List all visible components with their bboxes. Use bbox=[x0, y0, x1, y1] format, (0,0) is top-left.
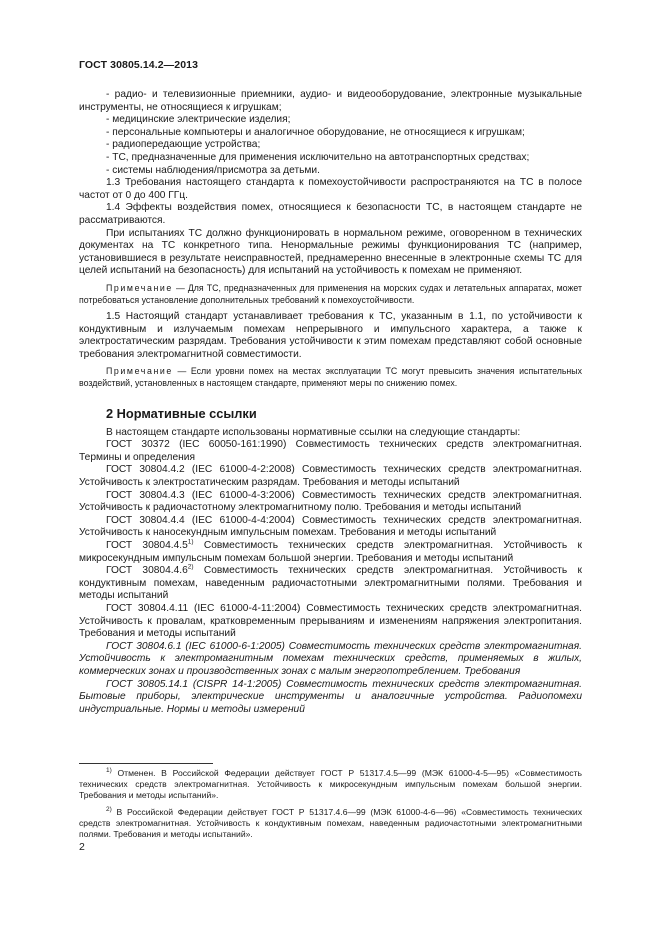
footnote-mark: 1) bbox=[106, 767, 112, 775]
list-item: - радио- и телевизионные приемники, аудио- и видеооборудование, электронные музыкальные инструменты, не относящиеся к игрушкам; bbox=[79, 89, 582, 113]
footnote-mark: 2) bbox=[106, 805, 112, 813]
reference-item: ГОСТ 30804.4.11 (IEC 61000-4-11:2004) Совместимость технических средств электромагнитная. Устойчивость к провалам, кратковременным прерываниям и изменениям напряжения электропитания. Требования и методы испытаний bbox=[79, 602, 582, 640]
note-label: Примечание bbox=[106, 366, 173, 377]
reference-item: ГОСТ 30804.4.3 (IEC 61000-4-3:2006) Совместимость технических средств электромагнитная. Устойчивость к радиочастотному электромагнитному полю. Требования и методы испытаний bbox=[79, 489, 582, 514]
note-label: Примечание bbox=[106, 282, 173, 293]
reference-text: Совместимость технических средств электромагнитная. Устойчивость к кондуктивным помехам, наведенным радиочастотными электромагнитными полями. Требования и методы испытаний bbox=[79, 565, 582, 602]
note-2-text: — Если уровни помех на местах эксплуатации ТС могут превысить значения испытательных воздействий, установленных в настоящем стандарте, применяют меры по снижению помех. bbox=[79, 366, 582, 389]
list-item: - радиопередающие устройства; bbox=[106, 139, 261, 151]
reference-item-italic: ГОСТ 30804.6.1 (IEC 61000-6-1:2005) Совместимость технических средств электромагнитная. Устойчивость к электромагнитным помехам технических средств, применяемых в жилых, коммерческих зонах и производственных зонах с малым энергопотреблением. Требования bbox=[79, 640, 582, 677]
footnote bbox=[79, 807, 582, 841]
footnotes bbox=[79, 768, 582, 845]
footnote-text: В Российской Федерации действует ГОСТ Р 51317.4.6—99 (МЭК 61000-4-6—96) «Совместимость технических средств электромагнитная. Устойчивость к кондуктивным помехам, наведенным радиочастотными электромагнитными полями. Требования и методы испытаний». bbox=[79, 806, 582, 840]
clause-1-3: 1.3 Требования настоящего стандарта к помехоустойчивости распространяются на ТС в полосе частот от 0 до 400 ГГц. bbox=[79, 177, 582, 201]
list-item: - медицинские электрические изделия; bbox=[106, 114, 291, 126]
footnote-ref[interactable]: 2) bbox=[187, 563, 194, 571]
footnote-text: Отменен. В Российской Федерации действует ГОСТ Р 51317.4.5—99 (МЭК 61000-4-5—95) «Совместимость технических средств электромагнитная. Устойчивость к микросекундным импульсным помехам большой энергии. Требования и методы испытаний». bbox=[79, 768, 582, 801]
list-item: - ТС, предназначенные для применения исключительно на автотранспортных средствах; bbox=[106, 151, 530, 163]
list-item: - системы наблюдения/присмотра за детьми. bbox=[106, 164, 320, 176]
reference-code: ГОСТ 30804.4.6 bbox=[106, 565, 188, 577]
footnote-divider bbox=[79, 763, 213, 764]
tests-paragraph: При испытаниях ТС должно функционировать в нормальном режиме, оговоренном в технических документах на ТС конкретного типа. Ненормальные режимы функционирования ТС (например, установившиеся в результате неисправностей, преднамеренно внесенные в электронные схемы ТС для целей испытаний на безопасность) для испытаний на устойчивость к помехам не применяют. bbox=[79, 227, 582, 277]
footnote bbox=[79, 768, 582, 802]
section-heading: 2 Нормативные ссылки bbox=[106, 405, 257, 421]
clause-1-5: 1.5 Настоящий стандарт устанавливает требования к ТС, указанным в 1.1, по устойчивости к кондуктивным и излучаемым помехам непрерывного и импульсного характера, а также к электростатическим разрядам. Требования устойчивости к этим помехам представляют собой основные требования электромагнитной совместимости. bbox=[79, 311, 582, 360]
footnote-ref[interactable]: 1) bbox=[187, 538, 194, 546]
list-item: - персональные компьютеры и аналогичное оборудование, не относящиеся к игрушкам; bbox=[106, 126, 525, 138]
reference-item: ГОСТ 30804.4.4 (IEC 61000-4-4:2004) Совместимость технических средств электромагнитная. Устойчивость к наносекундным импульсным помехам. Требования и методы испытаний bbox=[79, 514, 582, 539]
note-1-text: — Для ТС, предназначенных для применения на морских судах и летательных аппаратах, может потребоваться установление дополнительных требований к помехоустойчивости. bbox=[79, 282, 582, 305]
page-number: 2 bbox=[79, 841, 85, 853]
clause-1-4: 1.4 Эффекты воздействия помех, относящиеся к безопасности ТС, в настоящем стандарте не рассматриваются. bbox=[79, 202, 582, 226]
reference-text: Совместимость технических средств электромагнитная. Устойчивость к микросекундным импульсным помехам большой энергии. Требования и методы испытаний bbox=[79, 540, 582, 564]
reference-item-italic: ГОСТ 30805.14.1 (CISPR 14-1:2005) Совместимость технических средств электромагнитная. Бытовые приборы, электрические инструменты и аналогичные устройства. Радиопомехи индустриальные. Нормы и методы измерений bbox=[79, 678, 582, 715]
note-2 bbox=[79, 366, 582, 389]
reference-item: ГОСТ 30372 (IEC 60050-161:1990) Совместимость технических средств электромагнитная. Термины и определения bbox=[79, 439, 582, 463]
page-body bbox=[79, 89, 582, 716]
note-1 bbox=[79, 283, 582, 306]
reference-item bbox=[79, 565, 582, 603]
reference-item: ГОСТ 30804.4.2 (IEC 61000-4-2:2008) Совместимость технических средств электромагнитная. Устойчивость к электростатическим разрядам. Требования и методы испытаний bbox=[79, 464, 582, 489]
reference-item bbox=[79, 540, 582, 565]
reference-code: ГОСТ 30804.4.5 bbox=[106, 540, 188, 551]
document-header: ГОСТ 30805.14.2—2013 bbox=[79, 59, 199, 71]
references-intro: В настоящем стандарте использованы нормативные ссылки на следующие стандарты: bbox=[106, 426, 521, 438]
